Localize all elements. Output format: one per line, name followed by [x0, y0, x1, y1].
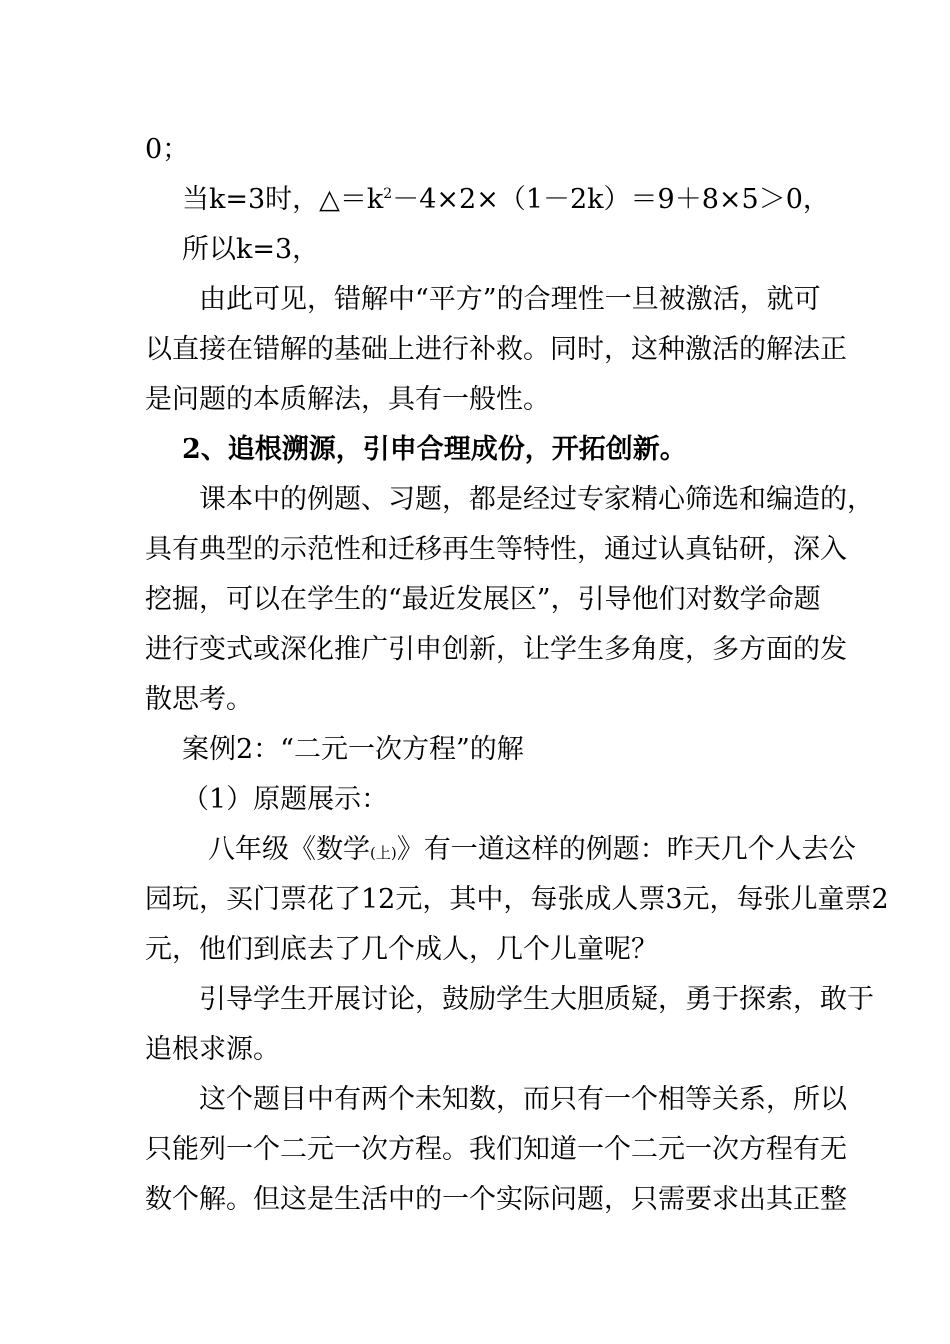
text-line: 进行变式或深化推广引申创新，让学生多角度，多方面的发	[145, 634, 847, 665]
text-line: 0；	[145, 134, 190, 165]
text-line: 是问题的本质解法，具有一般性。	[145, 384, 550, 415]
section-heading: 2、追根溯源，引申合理成份，开拓创新。	[182, 434, 687, 465]
text-line: （1）原题展示：	[182, 784, 389, 815]
equation-part: 当k=3时，△＝k	[182, 184, 384, 215]
text-line: 追根求源。	[145, 1034, 280, 1065]
text-line: 挖掘，可以在学生的“最近发展区”，引导他们对数学命题	[145, 584, 821, 615]
text-line: 课本中的例题、习题，都是经过专家精心筛选和编造的，	[199, 484, 874, 515]
superscript: 2	[383, 186, 393, 202]
text-line: 案例2：“二元一次方程”的解	[182, 734, 524, 765]
subscript-note: (上)	[370, 844, 397, 862]
text-line: 散思考。	[145, 684, 253, 715]
text-line	[182, 182, 830, 218]
text-line: 数个解。但这是生活中的一个实际问题，只需要求出其正整	[145, 1184, 847, 1215]
text-line: 这个题目中有两个未知数，而只有一个相等关系，所以	[199, 1084, 847, 1115]
text-line: 元，他们到底去了几个成人，几个儿童呢？	[145, 934, 658, 965]
text-line: 由此可见，错解中“平方”的合理性一旦被激活，就可	[199, 284, 821, 315]
text-line: 所以k=3，	[182, 234, 320, 265]
text-line: 只能列一个二元一次方程。我们知道一个二元一次方程有无	[145, 1134, 847, 1165]
text-line: 引导学生开展讨论，鼓励学生大胆质疑，勇于探索，敢于	[199, 984, 874, 1015]
text-line: 具有典型的示范性和迁移再生等特性，通过认真钻研，深入	[145, 534, 847, 565]
equation-part: －4×2×（1－2k）＝9＋8×5＞0，	[392, 184, 830, 215]
text-line: 以直接在错解的基础上进行补救。同时，这种激活的解法正	[145, 334, 847, 365]
text-part: 》有一道这样的例题：昨天几个人去公	[396, 834, 856, 865]
text-line: 园玩，买门票花了12元，其中，每张成人票3元，每张儿童票2	[145, 884, 889, 915]
text-line	[208, 832, 856, 871]
text-part: 八年级《数学	[208, 834, 370, 865]
